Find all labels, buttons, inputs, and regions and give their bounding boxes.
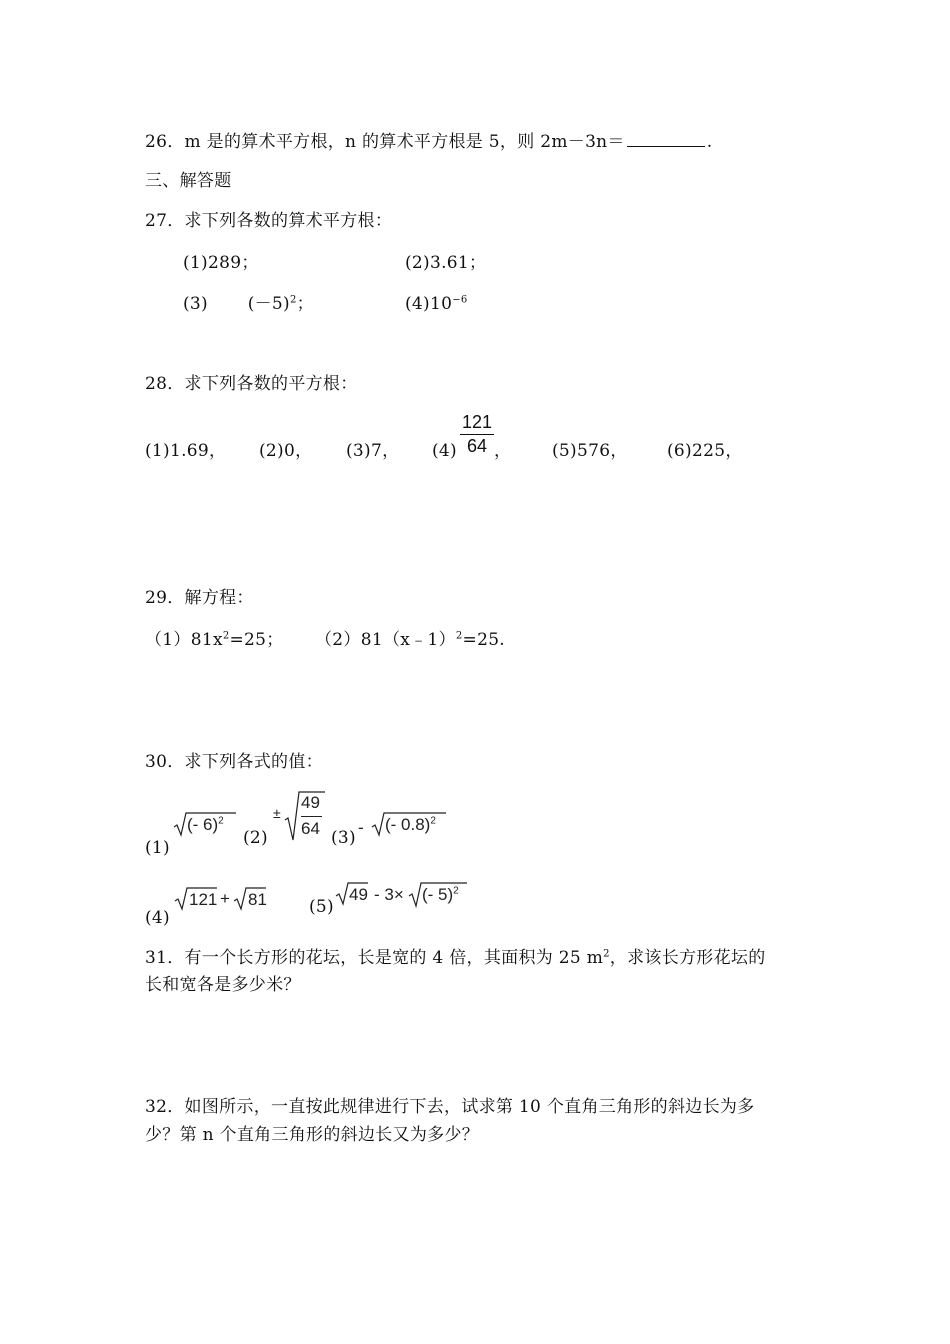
q29-part-1-exp: 2 xyxy=(222,630,230,642)
q31-line-1 xyxy=(145,947,766,969)
q28-part-2: (2)0， xyxy=(259,441,313,461)
q27-part-3-label: (3) xyxy=(183,294,208,314)
q30-expr-5-mid: - 3× xyxy=(374,885,404,904)
q30-label-5: (5) xyxy=(309,897,334,917)
q27-part-1: (1)289； xyxy=(183,253,259,273)
q31-line-2: 长和宽各是多少米？ xyxy=(145,975,301,995)
q30-expr-1-base: (- 6) xyxy=(187,815,219,834)
q30-expr-5-exp: 2 xyxy=(453,885,459,897)
q28-stem: 28．求下列各数的平方根： xyxy=(145,374,358,394)
q28-fraction xyxy=(460,412,494,457)
q28-part-4-label: (4) xyxy=(432,441,457,461)
q27-part-2: (2)3.61； xyxy=(405,253,487,273)
q27-part-4 xyxy=(405,293,468,315)
q30-expr-2-denominator: 64 xyxy=(301,819,320,838)
q30-expr-4-plus: + xyxy=(220,889,230,908)
q30-expr-3-base: (- 0.8) xyxy=(385,815,431,834)
q30-expr-5-radicand xyxy=(422,885,459,905)
q27-part-3-exp: 2 xyxy=(289,294,297,306)
fraction-denominator: 64 xyxy=(467,436,488,456)
q30-expr-5-base: (- 5) xyxy=(422,885,454,904)
q27-part-3-end: ； xyxy=(296,294,314,314)
q31-line-1-a: 31．有一个长方形的花坛，长是宽的 4 倍，其面积为 25 m xyxy=(145,948,604,968)
q26-end: . xyxy=(706,132,713,152)
q30-expr-3-radicand xyxy=(385,815,436,835)
q30-label-4: (4) xyxy=(145,908,170,928)
q31-line-1-b: ，求该长方形花坛的 xyxy=(609,948,766,968)
fraction-bar xyxy=(301,816,322,817)
q28-part-3: (3)7， xyxy=(346,441,400,461)
q30-label-3: (3) xyxy=(331,828,356,848)
q28-part-4-end: ， xyxy=(494,441,512,461)
fraction-bar xyxy=(460,434,494,435)
q27-part-3-expr: (－5) xyxy=(247,294,290,314)
q30-expr-2-numerator: 49 xyxy=(301,793,320,812)
q29-part-2-a: （2）81（x﹣1） xyxy=(315,630,456,650)
q30-expr-1-exp: 2 xyxy=(218,815,224,827)
q32-line-2: 少？第 n 个直角三角形的斜边长又为多少？ xyxy=(145,1125,480,1145)
section-heading: 三、解答题 xyxy=(145,171,232,191)
q27-part-4-exp: −6 xyxy=(452,294,468,306)
q28-part-5: (5)576， xyxy=(552,441,628,461)
q29-part-1-b: =25； xyxy=(229,630,284,650)
q29-part-1 xyxy=(145,629,284,651)
q30-plus-minus: ± xyxy=(273,805,281,821)
q30-stem: 30．求下列各式的值： xyxy=(145,752,323,772)
q28-part-6: (6)225， xyxy=(667,441,743,461)
q30-label-1: (1) xyxy=(145,838,170,858)
q30-expr-3-exp: 2 xyxy=(430,815,436,827)
fraction-numerator: 121 xyxy=(462,412,493,432)
answer-blank[interactable] xyxy=(627,130,705,147)
q30-expr-1-radicand xyxy=(187,815,224,835)
question-26 xyxy=(145,130,712,153)
q30-label-2: (2) xyxy=(243,828,268,848)
q30-expr-3-sign: - xyxy=(358,818,364,837)
q30-expr-4-a: 121 xyxy=(189,890,218,909)
q30-expr-4-b: 81 xyxy=(248,890,267,909)
q29-stem: 29．解方程： xyxy=(145,588,254,608)
q29-part-2 xyxy=(315,629,505,651)
q28-part-1: (1)1.69， xyxy=(145,441,227,461)
q30-expr-5-a: 49 xyxy=(349,885,368,904)
q32-line-1: 32．如图所示，一直按此规律进行下去，试求第 10 个直角三角形的斜边长为多 xyxy=(145,1097,755,1117)
q26-text: 26．m 是的算术平方根，n 的算术平方根是 5，则 2m－3n＝ xyxy=(145,132,625,152)
q27-part-3 xyxy=(183,293,314,315)
q29-part-1-a: （1）81x xyxy=(145,630,223,650)
q27-stem: 27．求下列各数的算术平方根： xyxy=(145,211,393,231)
q31-line-1-exp: 2 xyxy=(603,948,610,960)
q29-part-2-b: =25. xyxy=(462,630,506,650)
q27-part-4-label: (4)10 xyxy=(405,294,453,314)
q29-part-2-exp: 2 xyxy=(455,630,463,642)
